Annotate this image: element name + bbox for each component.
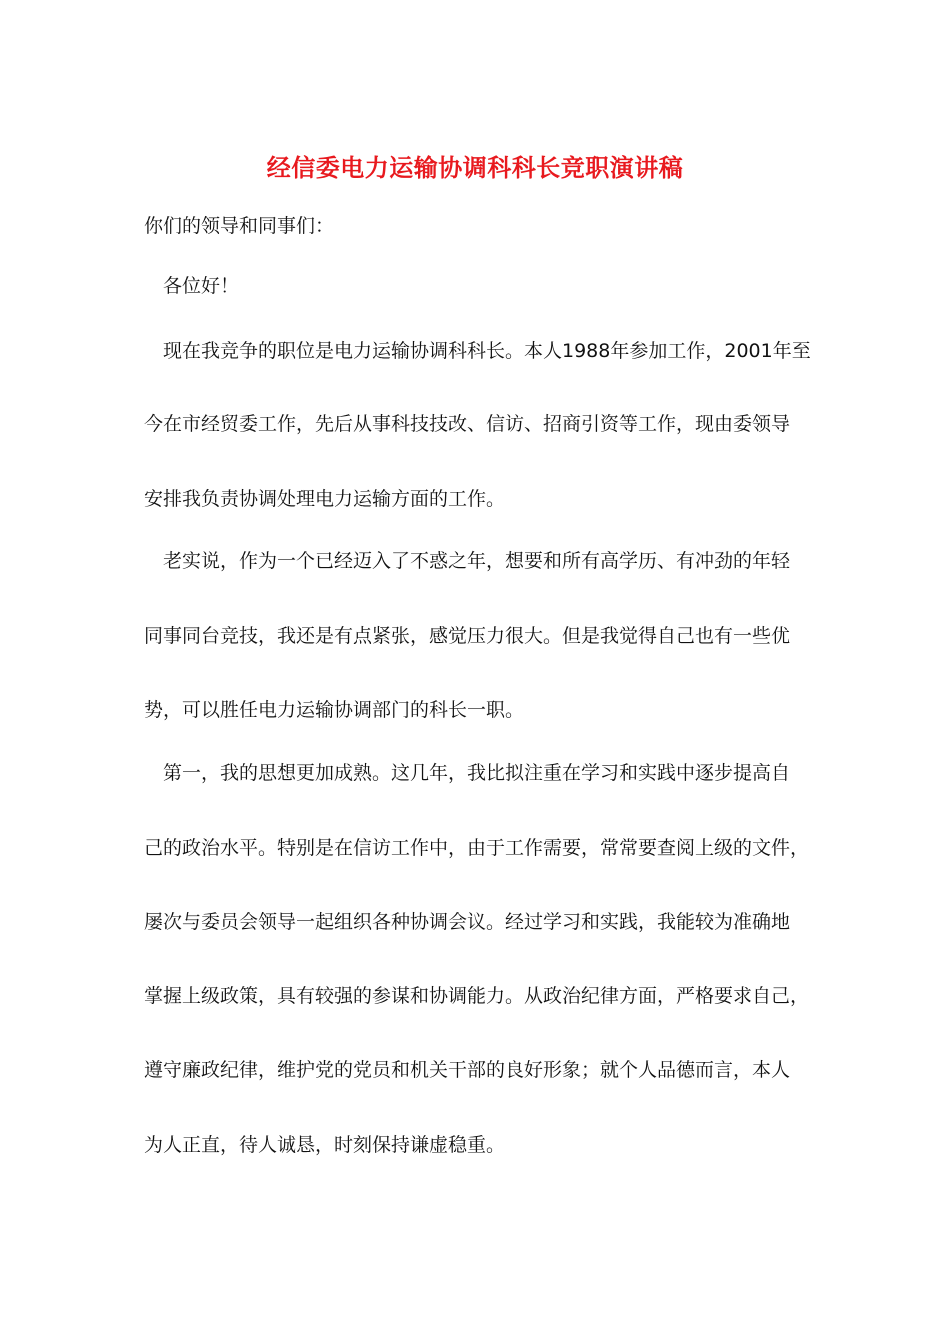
- paragraph-3-line-3: 屡次与委员会领导一起组织各种协调会议。经过学习和实践，我能较为准确地: [144, 911, 791, 933]
- paragraph-2-line-1: 老实说，作为一个已经迈入了不惑之年，想要和所有高学历、有冲劲的年轻: [163, 550, 791, 572]
- paragraph-1-line-1: 现在我竞争的职位是电力运输协调科科长。本人1988年参加工作，2001年至: [163, 340, 811, 362]
- paragraph-3-line-1: 第一，我的思想更加成熟。这几年，我比拟注重在学习和实践中逐步提高自: [163, 762, 791, 784]
- greeting-line: 各位好！: [163, 275, 240, 297]
- salutation-line: 你们的领导和同事们：: [144, 215, 335, 237]
- paragraph-3-line-4: 掌握上级政策，具有较强的参谋和协调能力。从政治纪律方面，严格要求自己，: [144, 985, 810, 1007]
- paragraph-1-line-3: 安排我负责协调处理电力运输方面的工作。: [144, 488, 506, 510]
- paragraph-1-line-2: 今在市经贸委工作，先后从事科技技改、信访、招商引资等工作，现由委领导: [144, 413, 791, 435]
- paragraph-2-line-2: 同事同台竞技，我还是有点紧张，感觉压力很大。但是我觉得自己也有一些优: [144, 625, 791, 647]
- paragraph-3-line-5: 遵守廉政纪律，维护党的党员和机关干部的良好形象；就个人品德而言，本人: [144, 1059, 791, 1081]
- paragraph-3-line-6: 为人正直，待人诚恳，时刻保持谦虚稳重。: [144, 1134, 506, 1156]
- document-title: 经信委电力运输协调科科长竞职演讲稿: [266, 153, 684, 182]
- paragraph-2-line-3: 势，可以胜任电力运输协调部门的科长一职。: [144, 699, 525, 721]
- paragraph-3-line-2: 己的政治水平。特别是在信访工作中，由于工作需要，常常要查阅上级的文件，: [144, 837, 810, 859]
